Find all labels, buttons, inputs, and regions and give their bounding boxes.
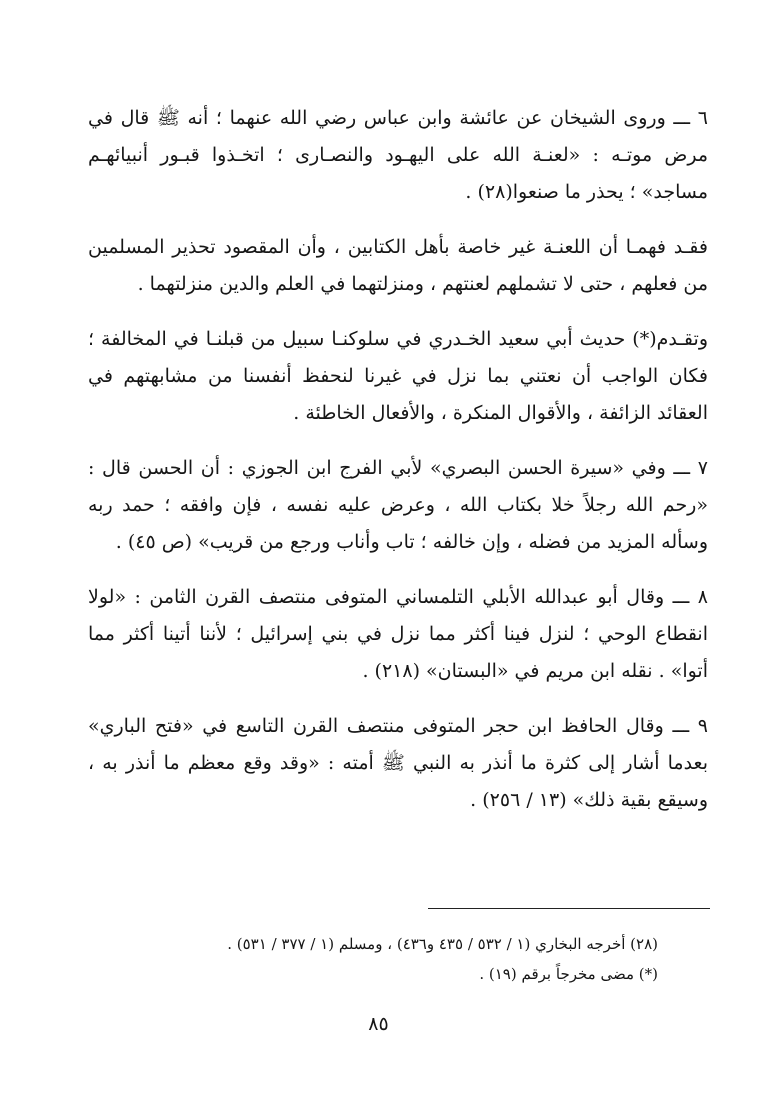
paragraph-abu-said-khudri: وتقـدم(*) حديث أبي سعيد الخـدري في سلوكنـا سبيل من قبلنـا في المخالفة ؛ فكان الواجب أن نعتني بما نزل في غيرنا لنحفظ أنفسنا من مشابهتهم في العقائد الزائفة ، والأقوال المنكرة ، والأفعال الخاطئة . [88, 328, 708, 424]
paragraph-understanding-curse: فقـد فهمـا أن اللعنـة غير خاصة بأهل الكتابين ، وأن المقصود تحذير المسلمين من فعلهم ، حتى لا تشملهم لعنتهم ، ومنزلتهما في العلم والدين منزلتهما . [88, 236, 708, 295]
main-text [88, 100, 708, 819]
paragraph-7-hasan-basri: ٧ ـــ وفي «سيرة الحسن البصري» لأبي الفرج ابن الجوزي : أن الحسن قال : «رحم الله رجلاً خلا بكتاب الله ، وعرض عليه نفسه ، فإن وافقه ؛ حمد ربه وسأله المزيد من فضله ، وإن خالفه ؛ تاب وأناب ورجع من قريب» (ص ٤٥) . [88, 457, 708, 553]
paragraph-8-abili-tilimsani: ٨ ـــ وقال أبو عبدالله الأبلي التلمساني المتوفى منتصف القرن الثامن : «لولا انقطاع الوحي ؛ لنزل فينا أكثر مما نزل في بني إسرائيل ؛ لأننا أتينا أكثر مما أتوا» . نقله ابن مريم في «البستان» (٢١٨) . [88, 586, 708, 682]
footnote-28: (٢٨) أخرجه البخاري (١ / ٥٣٢ / ٤٣٥ و٤٣٦) ، ومسلم (١ / ٣٧٧ / ٥٣١) . [227, 935, 658, 953]
paragraph-6-aisha-ibn-abbas: ٦ ـــ وروى الشيخان عن عائشة وابن عباس رضي الله عنهما ؛ أنه ﷺ قال في مرض موتـه : «لعنـة الله على اليهـود والنصـارى ؛ اتخـذوا قبـور أنبيائهـم مساجد» ؛ يحذر ما صنعوا(٢٨) . [88, 107, 708, 203]
footnote-divider [428, 908, 710, 909]
page-number: ٨٥ [368, 1013, 389, 1035]
paragraph-9-ibn-hajar: ٩ ـــ وقال الحافظ ابن حجر المتوفى منتصف القرن التاسع في «فتح الباري» بعدما أشار إلى كثرة ما أنذر به النبي ﷺ أمته : «وقد وقع معظم ما أنذر به ، وسيقع بقية ذلك» (١٣ / ٢٥٦) . [88, 715, 708, 811]
footnote-asterisk: (*) مضى مخرجاً برقم (١٩) . [479, 965, 658, 983]
footnotes [100, 929, 658, 989]
